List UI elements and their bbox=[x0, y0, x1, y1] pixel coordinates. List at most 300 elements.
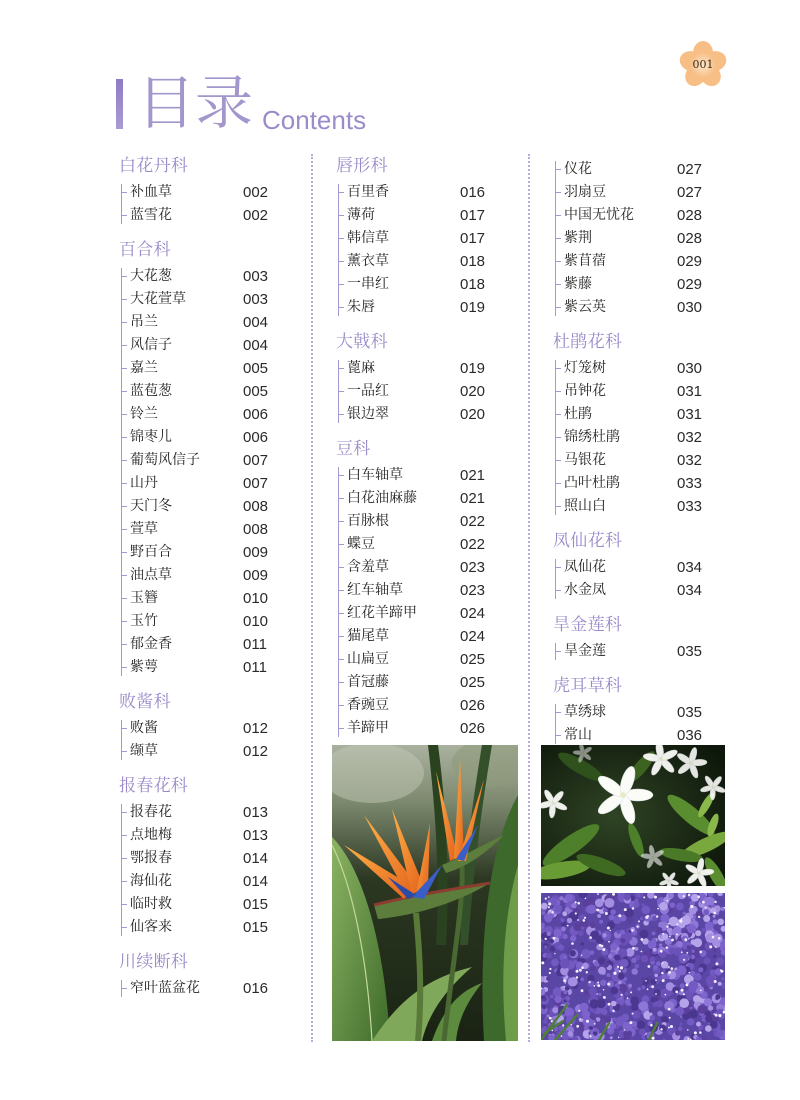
entry-list bbox=[119, 801, 309, 939]
entry-page-number: 016 bbox=[460, 184, 486, 201]
white-floret bbox=[638, 920, 640, 922]
white-floret bbox=[669, 936, 671, 938]
white-floret bbox=[589, 981, 591, 983]
purple-floret bbox=[599, 920, 603, 924]
toc-entry bbox=[553, 426, 743, 449]
toc-entry bbox=[336, 533, 526, 556]
purple-floret bbox=[703, 915, 710, 922]
entry-list bbox=[553, 556, 743, 602]
purple-floret bbox=[563, 934, 568, 939]
white-floret bbox=[687, 1038, 689, 1040]
purple-floret bbox=[568, 1031, 574, 1037]
purple-floret bbox=[639, 930, 648, 939]
bird-of-paradise-photo-frame bbox=[332, 745, 518, 1041]
entry-name: 吊钟花 bbox=[564, 383, 606, 399]
white-floret bbox=[607, 927, 610, 930]
white-floret bbox=[608, 941, 610, 943]
purple-floret bbox=[659, 1025, 666, 1032]
toc-section bbox=[336, 328, 526, 426]
purple-floret bbox=[610, 943, 617, 950]
white-floret bbox=[576, 970, 579, 973]
entry-page-number: 022 bbox=[460, 513, 486, 530]
toc-entry bbox=[336, 273, 526, 296]
section-heading: 百合科 bbox=[119, 240, 171, 260]
purple-floret bbox=[584, 990, 590, 996]
white-floret bbox=[666, 947, 668, 949]
purple-floret bbox=[639, 1001, 649, 1011]
entry-page-number: 002 bbox=[243, 207, 269, 224]
white-floret bbox=[618, 914, 621, 917]
white-floret bbox=[597, 984, 600, 987]
white-floret bbox=[655, 979, 657, 981]
purple-floret bbox=[653, 948, 657, 952]
entry-page-number: 019 bbox=[460, 360, 486, 377]
purple-floret bbox=[666, 975, 670, 979]
white-floret bbox=[668, 1027, 670, 1029]
white-floret bbox=[648, 965, 651, 968]
purple-floret bbox=[603, 933, 607, 937]
entry-name: 旱金莲 bbox=[564, 643, 606, 659]
flower-center bbox=[659, 757, 663, 761]
toc-entry bbox=[119, 472, 309, 495]
white-floret bbox=[650, 1024, 653, 1027]
flower-center bbox=[620, 792, 626, 798]
white-floret bbox=[561, 1035, 563, 1037]
purple-flower-photo-frame bbox=[541, 893, 725, 1040]
white-floret bbox=[630, 991, 632, 993]
purple-floret bbox=[686, 992, 694, 1000]
entry-page-number: 023 bbox=[460, 582, 486, 599]
purple-floret bbox=[565, 986, 570, 991]
entry-page-number: 026 bbox=[460, 720, 486, 737]
entry-name: 凸叶杜鹃 bbox=[564, 475, 620, 491]
white-floret bbox=[597, 893, 599, 895]
entry-name: 含羞草 bbox=[347, 559, 389, 575]
purple-floret bbox=[687, 924, 696, 933]
purple-floret bbox=[544, 945, 547, 948]
white-floret bbox=[668, 923, 670, 925]
entry-name: 油点草 bbox=[130, 567, 172, 583]
entry-page-number: 027 bbox=[677, 184, 703, 201]
white-floret bbox=[694, 1031, 697, 1034]
toc-entry bbox=[119, 541, 309, 564]
white-floret bbox=[656, 915, 658, 917]
purple-floret bbox=[625, 992, 629, 996]
white-floret bbox=[549, 910, 551, 912]
white-floret bbox=[578, 1010, 580, 1012]
entry-page-number: 007 bbox=[243, 452, 269, 469]
toc-entry bbox=[336, 487, 526, 510]
toc-entry bbox=[119, 656, 309, 679]
purple-floret bbox=[544, 1017, 547, 1020]
entry-list bbox=[336, 464, 526, 740]
white-floret bbox=[603, 996, 606, 999]
entry-name: 紫藤 bbox=[564, 276, 592, 292]
purple-floret bbox=[679, 954, 689, 964]
entry-page-number: 009 bbox=[243, 544, 269, 561]
white-floret bbox=[594, 1023, 596, 1025]
white-floret bbox=[679, 920, 682, 923]
purple-floret bbox=[550, 995, 554, 999]
entry-list bbox=[553, 357, 743, 518]
purple-floret bbox=[657, 1011, 663, 1017]
purple-floret bbox=[565, 894, 573, 902]
purple-floret bbox=[567, 970, 574, 977]
purple-floret bbox=[675, 1007, 684, 1016]
entry-page-number: 028 bbox=[677, 230, 703, 247]
bird-of-paradise-photo bbox=[332, 745, 518, 1041]
flower-center bbox=[652, 856, 654, 858]
white-floret bbox=[657, 908, 659, 910]
purple-floret bbox=[661, 1017, 665, 1021]
entry-page-number: 012 bbox=[243, 743, 269, 760]
entry-page-number: 036 bbox=[677, 727, 703, 744]
white-floret bbox=[571, 942, 574, 945]
entry-page-number: 015 bbox=[243, 896, 269, 913]
toc-entry bbox=[553, 640, 743, 663]
section-heading: 凤仙花科 bbox=[553, 531, 623, 551]
purple-floret bbox=[656, 961, 661, 966]
white-floret bbox=[709, 945, 712, 948]
purple-floret bbox=[704, 998, 712, 1006]
purple-floret bbox=[628, 984, 632, 988]
purple-floret bbox=[677, 966, 687, 976]
purple-floret bbox=[705, 921, 714, 930]
purple-floret bbox=[610, 909, 616, 915]
white-floret bbox=[699, 951, 702, 954]
toc-section bbox=[336, 152, 526, 319]
white-floret bbox=[712, 936, 715, 939]
purple-floret bbox=[616, 930, 620, 934]
purple-floret bbox=[687, 1018, 695, 1026]
white-floret bbox=[562, 1024, 564, 1026]
toc-section bbox=[119, 152, 309, 227]
toc-entry bbox=[336, 403, 526, 426]
toc-entry bbox=[336, 380, 526, 403]
toc-entry bbox=[336, 296, 526, 319]
column-divider bbox=[311, 154, 313, 1042]
entry-name: 野百合 bbox=[130, 544, 172, 560]
purple-floret bbox=[669, 947, 676, 954]
white-floret bbox=[714, 980, 717, 983]
purple-floret bbox=[561, 927, 566, 932]
white-floret bbox=[668, 966, 670, 968]
white-floret bbox=[668, 1008, 671, 1011]
white-floret bbox=[575, 901, 577, 903]
purple-floret bbox=[713, 949, 717, 953]
section-heading: 败酱科 bbox=[119, 692, 171, 712]
entry-page-number: 006 bbox=[243, 406, 269, 423]
purple-floret bbox=[590, 950, 595, 955]
white-floret bbox=[617, 966, 619, 968]
purple-floret bbox=[618, 981, 621, 984]
purple-floret bbox=[620, 930, 625, 935]
entry-name: 蝶豆 bbox=[347, 536, 375, 552]
purple-floret bbox=[590, 966, 595, 971]
purple-floret bbox=[590, 923, 596, 929]
white-floret bbox=[549, 972, 551, 974]
entry-name: 照山白 bbox=[564, 498, 606, 514]
entry-page-number: 027 bbox=[677, 161, 703, 178]
entry-page-number: 035 bbox=[677, 704, 703, 721]
entry-list bbox=[553, 701, 743, 747]
purple-floret bbox=[652, 938, 657, 943]
toc-entry bbox=[336, 717, 526, 740]
purple-floret bbox=[661, 974, 667, 980]
entry-name: 银边翠 bbox=[347, 406, 389, 422]
entry-page-number: 009 bbox=[243, 567, 269, 584]
purple-floret bbox=[564, 999, 567, 1002]
toc-entry bbox=[119, 564, 309, 587]
entry-name: 草绣球 bbox=[564, 704, 606, 720]
white-floret bbox=[643, 896, 645, 898]
section-heading: 唇形科 bbox=[336, 156, 388, 176]
white-floret bbox=[647, 988, 649, 990]
toc-entry bbox=[336, 464, 526, 487]
white-floret bbox=[645, 980, 647, 982]
entry-page-number: 033 bbox=[677, 475, 703, 492]
purple-floret bbox=[660, 989, 670, 999]
white-floret bbox=[593, 985, 595, 987]
toc-entry bbox=[336, 602, 526, 625]
white-floret bbox=[629, 1021, 632, 1024]
entry-name: 蓝苞葱 bbox=[130, 383, 172, 399]
toc-entry bbox=[336, 510, 526, 533]
white-floret bbox=[632, 907, 634, 909]
entry-page-number: 013 bbox=[243, 827, 269, 844]
white-floret bbox=[567, 925, 569, 927]
purple-floret bbox=[554, 996, 561, 1003]
toc-section bbox=[336, 435, 526, 740]
purple-floret bbox=[608, 954, 612, 958]
white-floret bbox=[608, 1003, 611, 1006]
white-floret bbox=[551, 1020, 553, 1022]
toc-entry bbox=[119, 847, 309, 870]
toc-entry bbox=[553, 296, 743, 319]
entry-name: 水金凤 bbox=[564, 582, 606, 598]
purple-floret bbox=[595, 899, 604, 908]
toc-section bbox=[553, 672, 743, 747]
entry-list bbox=[336, 357, 526, 426]
entry-page-number: 029 bbox=[677, 253, 703, 270]
toc-entry bbox=[553, 250, 743, 273]
entry-page-number: 005 bbox=[243, 383, 269, 400]
toc-entry bbox=[119, 495, 309, 518]
toc-entry bbox=[336, 648, 526, 671]
purple-floret bbox=[605, 898, 615, 908]
white-floret bbox=[700, 990, 702, 992]
purple-floret bbox=[676, 941, 683, 948]
purple-floret bbox=[698, 967, 703, 972]
purple-floret bbox=[563, 955, 567, 959]
white-floret bbox=[662, 933, 664, 935]
entry-name: 锦枣儿 bbox=[130, 429, 172, 445]
entry-page-number: 030 bbox=[677, 299, 703, 316]
white-floret bbox=[549, 968, 551, 970]
toc-entry bbox=[119, 977, 309, 1000]
white-floret bbox=[683, 993, 685, 995]
white-floret bbox=[662, 962, 664, 964]
toc-entry bbox=[553, 181, 743, 204]
purple-floret bbox=[652, 931, 656, 935]
entry-page-number: 029 bbox=[677, 276, 703, 293]
purple-floret bbox=[717, 919, 724, 926]
column-divider bbox=[528, 154, 530, 1042]
white-floret bbox=[676, 933, 678, 935]
entry-name: 风信子 bbox=[130, 337, 172, 353]
entry-name: 玉竹 bbox=[130, 613, 158, 629]
white-floret bbox=[554, 953, 555, 954]
purple-floret bbox=[639, 1029, 646, 1036]
toc-section bbox=[553, 611, 743, 663]
purple-floret bbox=[581, 949, 591, 959]
entry-page-number: 025 bbox=[460, 674, 486, 691]
entry-name: 杜鹃 bbox=[564, 406, 592, 422]
toc-entry bbox=[119, 181, 309, 204]
white-floret bbox=[668, 971, 671, 974]
flower-center bbox=[698, 872, 701, 875]
white-floret bbox=[705, 907, 707, 909]
white-floret bbox=[689, 972, 691, 974]
purple-floret bbox=[560, 959, 570, 969]
toc-entry bbox=[553, 380, 743, 403]
white-floret bbox=[641, 951, 643, 953]
white-floret bbox=[632, 1013, 634, 1015]
toc-column-1 bbox=[119, 152, 309, 1000]
white-floret bbox=[660, 950, 663, 953]
entry-name: 紫荆 bbox=[564, 230, 592, 246]
toc-entry bbox=[119, 916, 309, 939]
entry-page-number: 023 bbox=[460, 559, 486, 576]
white-floret bbox=[631, 929, 633, 931]
toc-entry bbox=[119, 893, 309, 916]
white-floret bbox=[563, 979, 566, 982]
entry-page-number: 020 bbox=[460, 383, 486, 400]
white-floret bbox=[715, 946, 717, 948]
entry-name: 一品红 bbox=[347, 383, 389, 399]
white-floret bbox=[577, 902, 580, 905]
toc-column-3 bbox=[553, 158, 743, 747]
purple-floret bbox=[542, 1005, 546, 1009]
entry-page-number: 031 bbox=[677, 406, 703, 423]
entry-page-number: 016 bbox=[243, 980, 269, 997]
purple-floret bbox=[563, 990, 567, 994]
purple-floret bbox=[626, 917, 633, 924]
purple-floret bbox=[659, 902, 668, 911]
purple-floret bbox=[597, 914, 601, 918]
entry-name: 薄荷 bbox=[347, 207, 375, 223]
entry-name: 大花萱草 bbox=[130, 291, 186, 307]
entry-name: 海仙花 bbox=[130, 873, 172, 889]
white-floret bbox=[687, 1029, 689, 1031]
white-floret bbox=[581, 966, 584, 969]
purple-floret bbox=[589, 1026, 593, 1030]
toc-entry bbox=[553, 495, 743, 518]
entry-name: 薰衣草 bbox=[347, 253, 389, 269]
white-floret bbox=[624, 1029, 625, 1030]
entry-page-number: 011 bbox=[243, 659, 267, 676]
white-floret bbox=[586, 1020, 589, 1023]
white-floret bbox=[576, 1025, 579, 1028]
entry-name: 山扁豆 bbox=[347, 651, 389, 667]
purple-floret bbox=[681, 915, 691, 925]
purple-floret bbox=[716, 1030, 724, 1038]
purple-floret bbox=[641, 955, 648, 962]
white-floret bbox=[721, 970, 724, 973]
purple-floret bbox=[721, 977, 725, 981]
entry-name: 仪花 bbox=[564, 161, 592, 177]
toc-entry bbox=[553, 556, 743, 579]
white-floret bbox=[551, 911, 553, 913]
white-floret bbox=[713, 912, 716, 915]
white-floret bbox=[603, 989, 605, 991]
purple-floret bbox=[713, 919, 718, 924]
purple-floret bbox=[715, 997, 718, 1000]
entry-name: 一串红 bbox=[347, 276, 389, 292]
white-floret bbox=[671, 967, 674, 970]
entry-name: 红花羊蹄甲 bbox=[347, 605, 417, 621]
section-heading: 杜鹃花科 bbox=[553, 332, 623, 352]
entry-page-number: 035 bbox=[677, 643, 703, 660]
white-floret bbox=[666, 900, 668, 902]
toc-entry bbox=[553, 403, 743, 426]
white-floret bbox=[664, 994, 666, 996]
entry-page-number: 003 bbox=[243, 268, 269, 285]
purple-floret bbox=[678, 1026, 683, 1031]
purple-floret bbox=[554, 905, 562, 913]
white-floret bbox=[545, 898, 547, 900]
entry-page-number: 004 bbox=[243, 314, 269, 331]
purple-floret bbox=[695, 930, 701, 936]
toc-entry bbox=[119, 740, 309, 763]
purple-floret bbox=[654, 989, 661, 996]
purple-floret bbox=[713, 934, 723, 944]
white-floret bbox=[702, 901, 705, 904]
purple-floret bbox=[553, 987, 563, 997]
white-floret bbox=[618, 1037, 619, 1038]
toc-entry bbox=[553, 158, 743, 181]
entry-name: 韩信草 bbox=[347, 230, 389, 246]
entry-name: 羽扇豆 bbox=[564, 184, 606, 200]
purple-floret bbox=[637, 1020, 646, 1029]
purple-floret bbox=[589, 988, 597, 996]
toc-title: 目录 bbox=[137, 69, 254, 137]
purple-floret bbox=[655, 998, 659, 1002]
white-floret bbox=[607, 983, 610, 986]
white-floret bbox=[599, 944, 602, 947]
purple-floret bbox=[637, 987, 641, 991]
white-floret bbox=[620, 966, 623, 969]
entry-page-number: 008 bbox=[243, 498, 269, 515]
entry-page-number: 013 bbox=[243, 804, 269, 821]
purple-floret bbox=[598, 993, 601, 996]
entry-page-number: 004 bbox=[243, 337, 269, 354]
purple-floret bbox=[670, 902, 676, 908]
white-floret bbox=[684, 938, 687, 941]
white-floret bbox=[686, 983, 689, 986]
entry-name: 天门冬 bbox=[130, 498, 172, 514]
white-floret bbox=[676, 923, 678, 925]
flower-center bbox=[552, 802, 555, 805]
purple-floret bbox=[691, 955, 696, 960]
entry-name: 报春花 bbox=[130, 804, 172, 820]
entry-name: 香豌豆 bbox=[347, 697, 389, 713]
purple-floret bbox=[683, 912, 686, 915]
toc-entry bbox=[336, 181, 526, 204]
entry-page-number: 022 bbox=[460, 536, 486, 553]
toc-entry bbox=[336, 227, 526, 250]
purple-floret bbox=[632, 968, 638, 974]
